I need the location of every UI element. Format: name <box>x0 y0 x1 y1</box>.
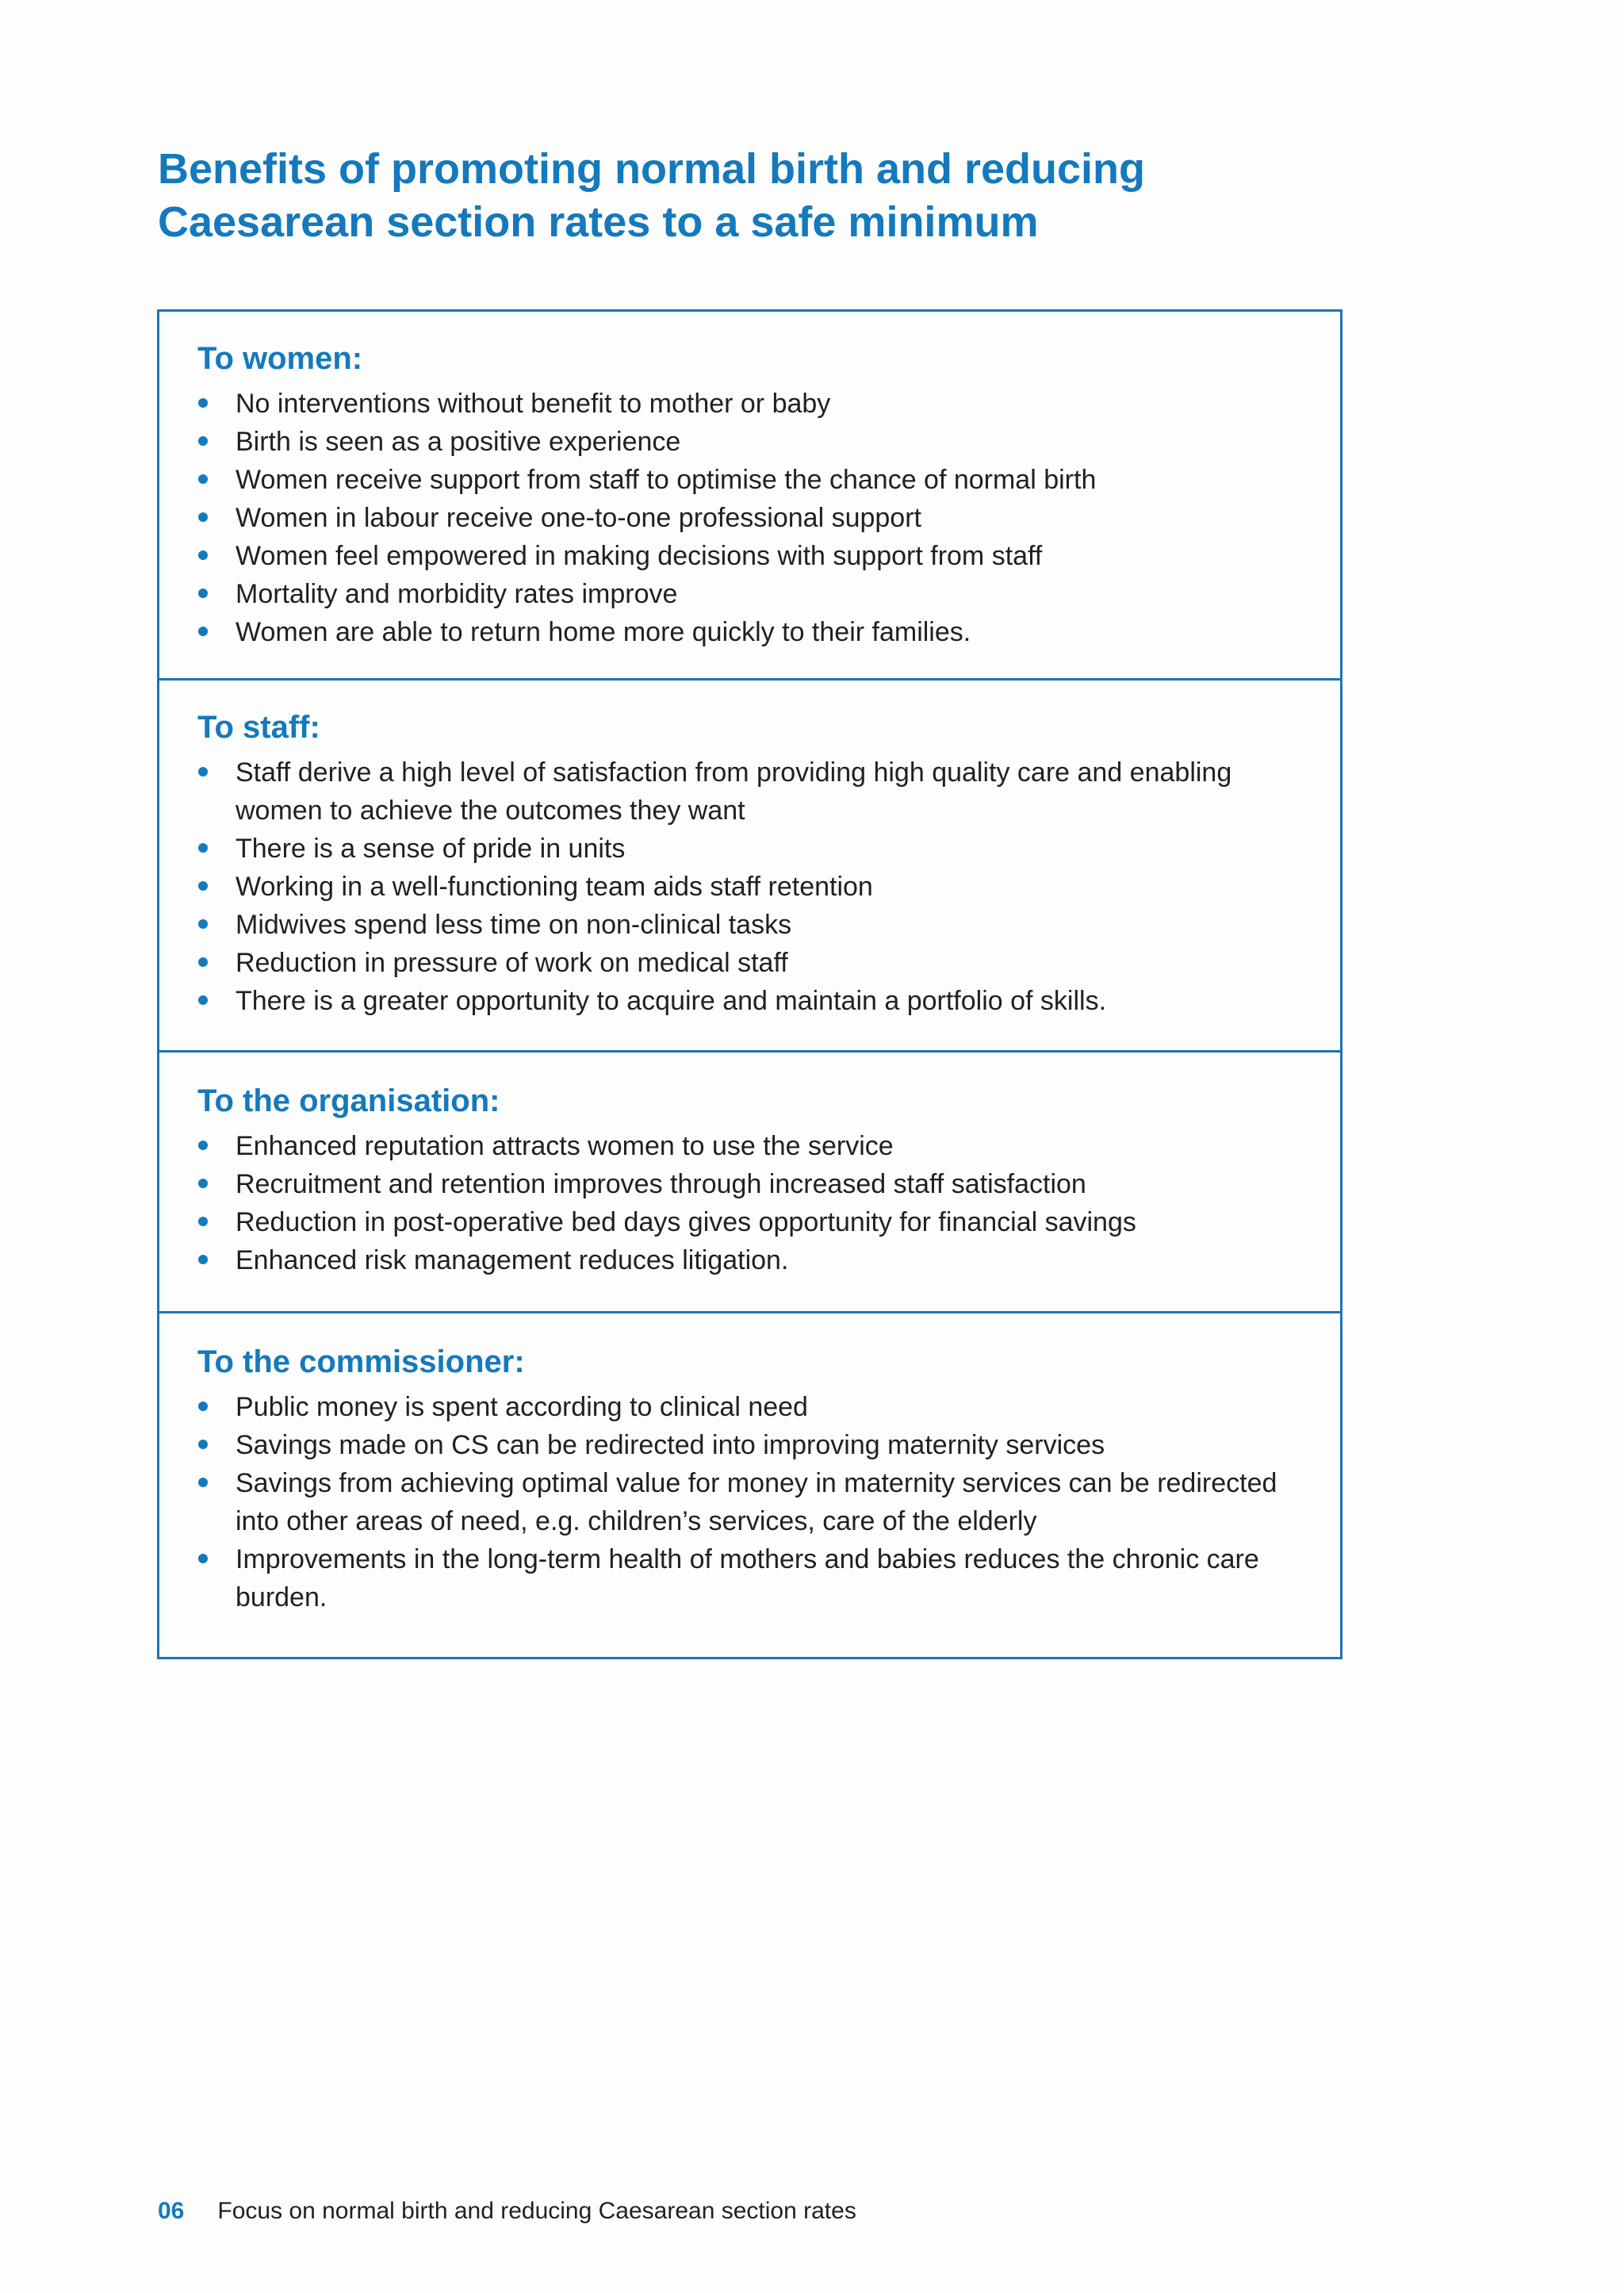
list-item-text: Recruitment and retention improves through increased staff satisfaction <box>236 1169 1086 1199</box>
staff-bullet-list <box>197 753 1308 1020</box>
list-item <box>197 423 1308 461</box>
bullet-icon <box>198 957 208 967</box>
footer-document-title: Focus on normal birth and reducing Caesarean section rates <box>217 2198 856 2224</box>
section-commissioner <box>159 1313 1340 1657</box>
list-item <box>197 1388 1308 1426</box>
list-item-text: Improvements in the long-term health of mothers and babies reduces the chronic care burden. <box>236 1544 1259 1612</box>
section-heading-women: To women: <box>197 341 363 376</box>
list-item-text: No interventions without benefit to mother or baby <box>236 389 831 419</box>
page-title <box>158 143 1347 249</box>
list-item <box>197 944 1308 982</box>
bullet-icon <box>198 919 208 929</box>
bullet-icon <box>198 1141 208 1150</box>
list-item-text: Reduction in post-operative bed days gives opportunity for financial savings <box>236 1207 1136 1237</box>
list-item <box>197 1464 1308 1540</box>
bullet-icon <box>198 589 208 598</box>
list-item-text: There is a sense of pride in units <box>236 834 626 864</box>
bullet-icon <box>198 474 208 484</box>
list-item <box>197 461 1308 499</box>
page-title-line-2: Caesarean section rates to a safe minimum <box>158 198 1039 246</box>
bullet-icon <box>198 1401 208 1411</box>
list-item-text: Birth is seen as a positive experience <box>236 427 681 457</box>
list-item <box>197 1540 1308 1616</box>
list-item-text: Midwives spend less time on non-clinical tasks <box>236 910 792 940</box>
list-item-text: Women receive support from staff to optimise the chance of normal birth <box>236 465 1097 495</box>
list-item <box>197 982 1308 1020</box>
list-item <box>197 613 1308 651</box>
bullet-icon <box>198 767 208 776</box>
women-bullet-list <box>197 385 1308 651</box>
list-item-text: Savings made on CS can be redirected into improving maternity services <box>236 1430 1105 1460</box>
list-item <box>197 499 1308 537</box>
section-women <box>159 312 1340 681</box>
benefits-panel <box>157 309 1342 1659</box>
section-heading-commissioner: To the commissioner: <box>197 1344 525 1379</box>
list-item-text: There is a greater opportunity to acquire and maintain a portfolio of skills. <box>236 986 1107 1016</box>
section-organisation <box>159 1053 1340 1313</box>
list-item <box>197 385 1308 423</box>
list-item <box>197 906 1308 944</box>
list-item <box>197 1426 1308 1464</box>
bullet-icon <box>198 1179 208 1188</box>
section-heading-organisation: To the organisation: <box>197 1083 500 1118</box>
page-number: 06 <box>158 2198 185 2224</box>
page-title-line-1: Benefits of promoting normal birth and reducing <box>158 145 1146 193</box>
bullet-icon <box>198 995 208 1005</box>
list-item-text: Enhanced risk management reduces litigation. <box>236 1245 789 1275</box>
list-item-text: Women are able to return home more quickly to their families. <box>236 617 971 647</box>
list-item-text: Mortality and morbidity rates improve <box>236 579 678 609</box>
list-item-text: Savings from achieving optimal value for money in maternity services can be redirected into other areas of need, e.g. children’s services, care of the elderly <box>236 1468 1277 1536</box>
list-item-text: Staff derive a high level of satisfaction from providing high quality care and enabling women to achieve the outcomes they want <box>236 757 1232 826</box>
section-staff <box>159 681 1340 1053</box>
bullet-icon <box>198 512 208 522</box>
list-item <box>197 868 1308 906</box>
list-item <box>197 830 1308 868</box>
bullet-icon <box>198 398 208 408</box>
bullet-icon <box>198 1554 208 1563</box>
list-item-text: Enhanced reputation attracts women to use the service <box>236 1131 894 1161</box>
list-item <box>197 1203 1308 1241</box>
bullet-icon <box>198 843 208 853</box>
list-item-text: Women feel empowered in making decisions with support from staff <box>236 541 1043 571</box>
list-item <box>197 1241 1308 1279</box>
bullet-icon <box>198 1255 208 1264</box>
list-item-text: Women in labour receive one-to-one professional support <box>236 503 921 533</box>
list-item-text: Reduction in pressure of work on medical staff <box>236 948 788 978</box>
bullet-icon <box>198 1217 208 1226</box>
list-item <box>197 537 1308 575</box>
bullet-icon <box>198 881 208 891</box>
list-item-text: Public money is spent according to clinical need <box>236 1392 808 1422</box>
page-footer <box>158 2195 856 2227</box>
section-heading-staff: To staff: <box>197 710 320 745</box>
list-item <box>197 753 1308 830</box>
commissioner-bullet-list <box>197 1388 1308 1616</box>
list-item <box>197 575 1308 613</box>
list-item <box>197 1127 1308 1165</box>
bullet-icon <box>198 1478 208 1487</box>
bullet-icon <box>198 436 208 446</box>
bullet-icon <box>198 1440 208 1449</box>
bullet-icon <box>198 550 208 560</box>
organisation-bullet-list <box>197 1127 1308 1279</box>
list-item <box>197 1165 1308 1203</box>
list-item-text: Working in a well-functioning team aids staff retention <box>236 872 873 902</box>
bullet-icon <box>198 627 208 636</box>
